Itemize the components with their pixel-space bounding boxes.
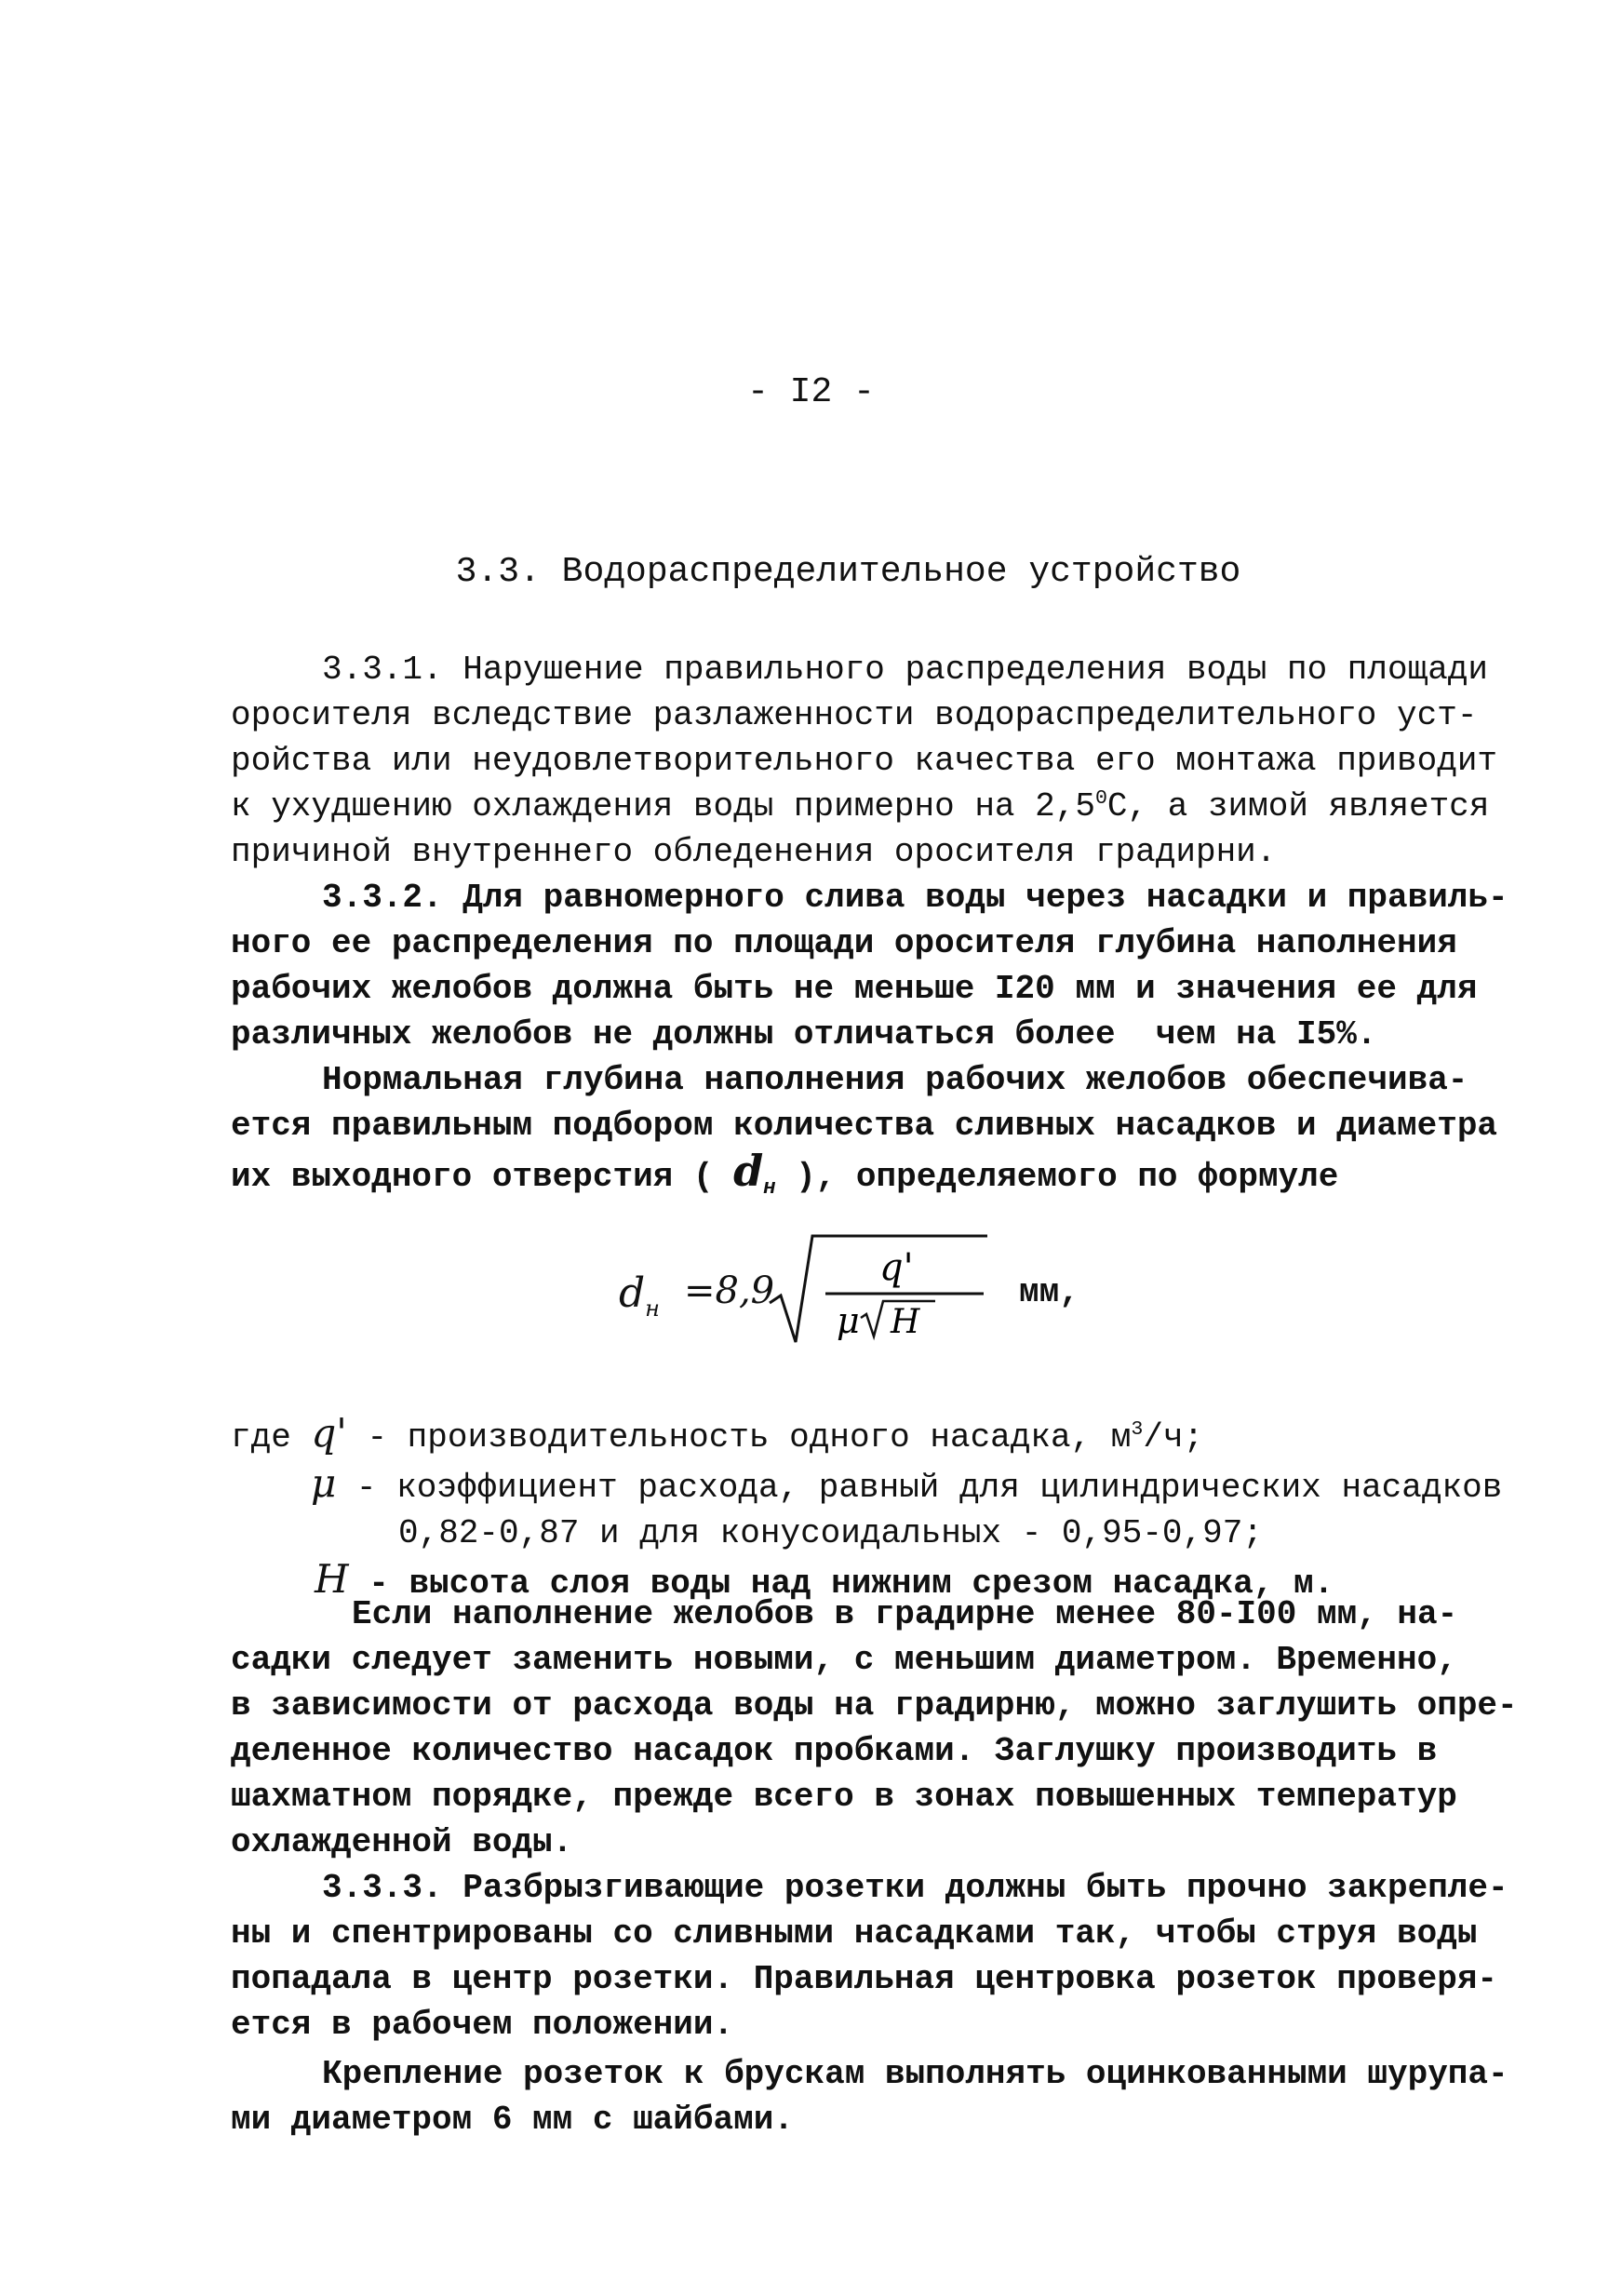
text-line: различных желобов не должны отличаться более чем на I5%. (231, 1015, 1377, 1054)
text-fragment: С, а зимой является (1106, 787, 1490, 826)
degree-superscript: 0 (1094, 787, 1107, 810)
page-number: - I2 - (747, 372, 875, 412)
legend-q-tail: /ч; (1143, 1418, 1204, 1457)
text-fragment: их выходного отверстия ( (231, 1158, 734, 1196)
symbol-d: d (733, 1146, 764, 1196)
text-line: ного ее распределения по площади оросителя глубина наполнения (231, 924, 1457, 962)
legend-mu-text: - коэффициент расхода, равный для цилиндрических насадков (336, 1469, 1503, 1507)
text-line-with-symbol (231, 1148, 1422, 1211)
text-line: 3.3.2. Для равномерного слива воды через насадки и правиль- (322, 879, 1508, 917)
symbol-h: H (315, 1556, 349, 1602)
legend-q (231, 1410, 1422, 1460)
paragraph-fastening (231, 2051, 1508, 2142)
legend-where: где (231, 1418, 312, 1457)
formula-denominator-h: H (891, 1303, 920, 1341)
legend-q-text: - производительность одного насадка, м (346, 1418, 1132, 1457)
text-line: ется в рабочем положении. (231, 2006, 734, 2044)
paragraph-fill-level (231, 1591, 1518, 1865)
text-line: в зависимости от расхода воды на градирню, можно заглушить опре- (231, 1686, 1518, 1725)
text-line: шахматном порядке, прежде всего в зонах повышенных температур (231, 1778, 1457, 1816)
legend-mu-line2: 0,82-0,87 и для конусоидальных - 0,95-0,97; (398, 1514, 1263, 1552)
symbol-mu: μ (311, 1460, 337, 1506)
formula-unit: мм, (1019, 1273, 1079, 1311)
formula-radical (768, 1229, 991, 1349)
text-fragment: к ухудшению охлаждения воды примерно на 2,5 (231, 787, 1095, 826)
text-line: Нормальная глубина наполнения рабочих желобов обеспечива- (322, 1061, 1468, 1099)
text-line: рабочих желобов должна быть не меньше I20 мм и значения ее для (231, 970, 1478, 1008)
formula-dn (619, 1229, 1140, 1349)
text-line: охлажденной воды. (231, 1823, 573, 1861)
paragraph-3-3-2 (231, 875, 1508, 1057)
formula-lhs (619, 1269, 660, 1322)
paragraph-3-3-3 (231, 1865, 1508, 2048)
symbol-subscript: н (763, 1176, 776, 1201)
formula-lhs-symbol: d (619, 1269, 646, 1317)
legend-h-text: - высота слоя воды над нижним срезом насадка, м. (348, 1564, 1334, 1603)
text-line: 3.3.3. Разбрызгивающие розетки должны быть прочно закрепле- (322, 1869, 1508, 1907)
text-line: попадала в центр розетки. Правильная центровка розеток проверя- (231, 1960, 1498, 1998)
paragraph-3-3-1 (231, 647, 1498, 875)
radical-sign (770, 1236, 987, 1342)
paragraph-normal-depth (231, 1057, 1498, 1211)
formula-numerator: q' (879, 1246, 914, 1289)
text-line: Крепление розеток к брускам выполнять оцинкованными шурупа- (322, 2055, 1508, 2093)
text-fragment: ), определяемого по формуле (775, 1158, 1339, 1196)
text-line: причиной внутреннего обледенения оросителя градирни. (231, 833, 1277, 871)
formula-denominator-mu: μ (837, 1300, 860, 1341)
formula-lhs-subscript: н (645, 1295, 660, 1322)
text-line: деленное количество насадок пробками. Заглушку производить в (231, 1732, 1438, 1770)
text-line: 3.3.1. Нарушение правильного распределения воды по площади (322, 651, 1489, 689)
text-line: ми диаметром 6 мм с шайбами. (231, 2101, 794, 2139)
text-line: оросителя вследствие разлаженности водораспределительного уст- (231, 696, 1478, 734)
text-line: садки следует заменить новыми, с меньшим диаметром. Временно, (231, 1641, 1457, 1679)
legend-mu (231, 1460, 1503, 1511)
text-line: ны и спентрированы со сливными насадками так, чтобы струя воды (231, 1914, 1478, 1953)
section-title: 3.3. Водораспределительное устройство (455, 552, 1241, 592)
text-line: Если наполнение желобов в градирне менее 80-I00 мм, на- (352, 1595, 1458, 1633)
legend-q-exponent: 3 (1131, 1418, 1144, 1441)
symbol-q: q' (311, 1410, 347, 1456)
text-line: ройства или неудовлетворительного качества его монтажа приводит (231, 742, 1498, 780)
text-line-with-degree (231, 784, 1490, 829)
text-line: ется правильным подбором количества сливных насадков и диаметра (231, 1107, 1498, 1145)
formula-coefficient: =8,9 (684, 1269, 775, 1312)
formula-legend (231, 1410, 1503, 1606)
